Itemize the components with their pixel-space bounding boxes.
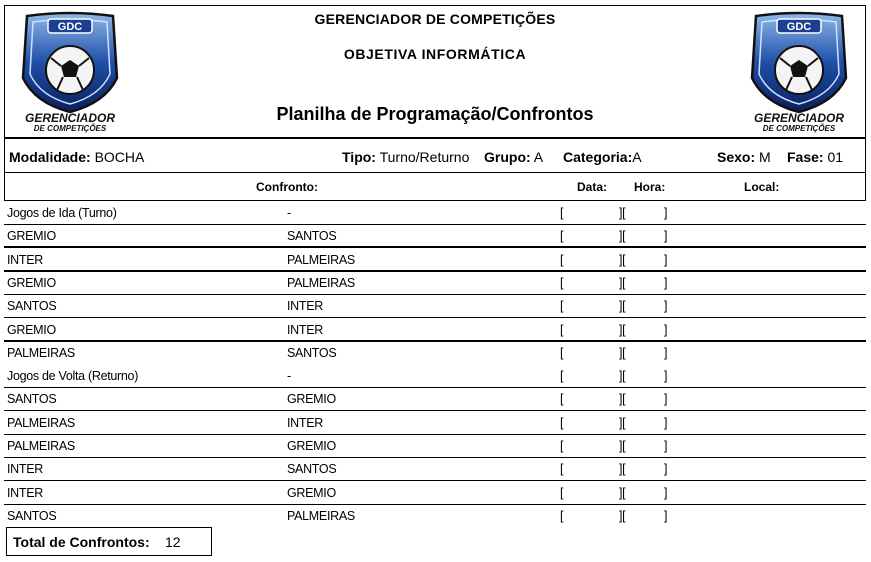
away-team: SANTOS — [287, 229, 337, 244]
home-team: Jogos de Ida (Turno) — [7, 206, 117, 220]
table-row — [4, 272, 866, 295]
time-close-bracket: ] — [664, 462, 668, 477]
date-open-bracket: [ — [560, 462, 564, 477]
total-label: Total de Confrontos: — [13, 534, 150, 550]
away-team: SANTOS — [287, 462, 337, 477]
col-header-confronto: Confronto: — [256, 180, 318, 194]
col-header-local: Local: — [744, 180, 780, 194]
date-time-bracket: ][ — [619, 439, 626, 453]
date-time-bracket: ][ — [619, 462, 626, 477]
col-header-data: Data: — [577, 180, 608, 194]
time-close-bracket: ] — [664, 206, 668, 220]
fase-info — [787, 149, 843, 165]
home-team: SANTOS — [7, 299, 57, 314]
date-open-bracket: [ — [560, 392, 564, 407]
modalidade-info — [9, 149, 144, 165]
date-time-bracket: ][ — [619, 345, 626, 360]
time-close-bracket: ] — [664, 415, 668, 430]
time-close-bracket: ] — [664, 275, 668, 290]
away-team: GREMIO — [287, 485, 336, 500]
home-team: SANTOS — [7, 392, 57, 407]
gdc-logo-right — [734, 8, 864, 133]
time-close-bracket: ] — [664, 322, 668, 337]
date-open-bracket: [ — [560, 206, 564, 220]
date-open-bracket: [ — [560, 508, 564, 523]
svg-text:DE COMPETIÇÕES: DE COMPETIÇÕES — [762, 124, 836, 133]
header-divider — [4, 137, 866, 139]
home-team: GREMIO — [7, 275, 56, 290]
time-close-bracket: ] — [664, 229, 668, 244]
home-team: INTER — [7, 252, 44, 267]
away-team: INTER — [287, 322, 324, 337]
grupo-value: A — [533, 149, 544, 165]
date-time-bracket: ][ — [619, 322, 626, 337]
date-open-bracket: [ — [560, 369, 564, 384]
column-header-divider — [4, 200, 866, 201]
away-team: PALMEIRAS — [287, 252, 355, 267]
away-team: PALMEIRAS — [287, 508, 355, 523]
gdc-logo-left — [5, 8, 135, 133]
time-close-bracket: ] — [664, 345, 668, 360]
date-open-bracket: [ — [560, 345, 564, 360]
date-time-bracket: ][ — [619, 392, 626, 407]
time-close-bracket: ] — [664, 252, 668, 267]
fase-label: Fase: — [787, 149, 824, 165]
home-team: GREMIO — [7, 229, 56, 244]
table-row — [4, 202, 866, 225]
org-title: GERENCIADOR DE COMPETIÇÕES — [314, 11, 556, 27]
grupo-info — [484, 149, 543, 165]
date-open-bracket: [ — [560, 439, 564, 453]
company-name: OBJETIVA INFORMÁTICA — [343, 46, 527, 62]
home-team: PALMEIRAS — [7, 345, 75, 360]
grupo-label: Grupo: — [484, 149, 531, 165]
date-time-bracket: ][ — [619, 485, 626, 500]
table-row — [4, 319, 866, 342]
svg-text:GERENCIADOR: GERENCIADOR — [24, 111, 116, 125]
date-time-bracket: ][ — [619, 508, 626, 523]
sheet-title: Planilha de Programação/Confrontos — [276, 104, 594, 124]
modalidade-label: Modalidade: — [9, 149, 91, 165]
date-time-bracket: ][ — [619, 206, 626, 220]
away-team: INTER — [287, 299, 324, 314]
time-close-bracket: ] — [664, 485, 668, 500]
date-open-bracket: [ — [560, 229, 564, 244]
time-close-bracket: ] — [664, 439, 668, 453]
table-row — [4, 295, 866, 318]
sexo-info — [717, 149, 771, 165]
sexo-value: M — [759, 149, 771, 165]
col-header-hora: Hora: — [634, 180, 666, 194]
categoria-value: A — [632, 149, 642, 165]
table-row — [4, 249, 866, 272]
home-team: INTER — [7, 485, 44, 500]
date-open-bracket: [ — [560, 485, 564, 500]
table-row — [4, 482, 866, 505]
away-team: - — [287, 206, 291, 220]
time-close-bracket: ] — [664, 508, 668, 523]
svg-text:DE COMPETIÇÕES: DE COMPETIÇÕES — [33, 124, 107, 133]
modalidade-value: BOCHA — [94, 149, 145, 165]
info-divider — [4, 172, 866, 173]
date-open-bracket: [ — [560, 415, 564, 430]
date-time-bracket: ][ — [619, 299, 626, 314]
total-value: 12 — [165, 534, 181, 550]
away-team: GREMIO — [287, 439, 336, 453]
away-team: SANTOS — [287, 345, 337, 360]
away-team: PALMEIRAS — [287, 275, 355, 290]
date-time-bracket: ][ — [619, 229, 626, 244]
away-team: INTER — [287, 415, 324, 430]
svg-text:GERENCIADOR: GERENCIADOR — [753, 111, 845, 125]
time-close-bracket: ] — [664, 299, 668, 314]
tipo-info — [342, 149, 469, 165]
home-team: PALMEIRAS — [7, 439, 75, 453]
table-row — [4, 365, 866, 388]
table-row — [4, 225, 866, 248]
home-team: Jogos de Volta (Returno) — [7, 369, 139, 384]
svg-text:GDC: GDC — [786, 21, 812, 33]
time-close-bracket: ] — [664, 392, 668, 407]
total-box — [6, 527, 212, 556]
categoria-info — [563, 149, 642, 165]
time-close-bracket: ] — [664, 369, 668, 384]
tipo-label: Tipo: — [342, 149, 376, 165]
date-open-bracket: [ — [560, 322, 564, 337]
away-team: - — [287, 369, 291, 384]
home-team: PALMEIRAS — [7, 415, 75, 430]
date-open-bracket: [ — [560, 299, 564, 314]
svg-text:GDC: GDC — [57, 21, 83, 33]
table-row — [4, 505, 866, 528]
sexo-label: Sexo: — [717, 149, 756, 165]
away-team: GREMIO — [287, 392, 336, 407]
tipo-value: Turno/Returno — [379, 149, 470, 165]
date-open-bracket: [ — [560, 275, 564, 290]
date-open-bracket: [ — [560, 252, 564, 267]
date-time-bracket: ][ — [619, 415, 626, 430]
table-row — [4, 388, 866, 411]
date-time-bracket: ][ — [619, 275, 626, 290]
fase-value: 01 — [827, 149, 844, 165]
table-row — [4, 458, 866, 481]
table-row — [4, 342, 866, 365]
table-row — [4, 435, 866, 458]
home-team: SANTOS — [7, 508, 57, 523]
date-time-bracket: ][ — [619, 252, 626, 267]
categoria-label: Categoria: — [563, 149, 633, 165]
date-time-bracket: ][ — [619, 369, 626, 384]
home-team: INTER — [7, 462, 44, 477]
home-team: GREMIO — [7, 322, 56, 337]
table-row — [4, 412, 866, 435]
